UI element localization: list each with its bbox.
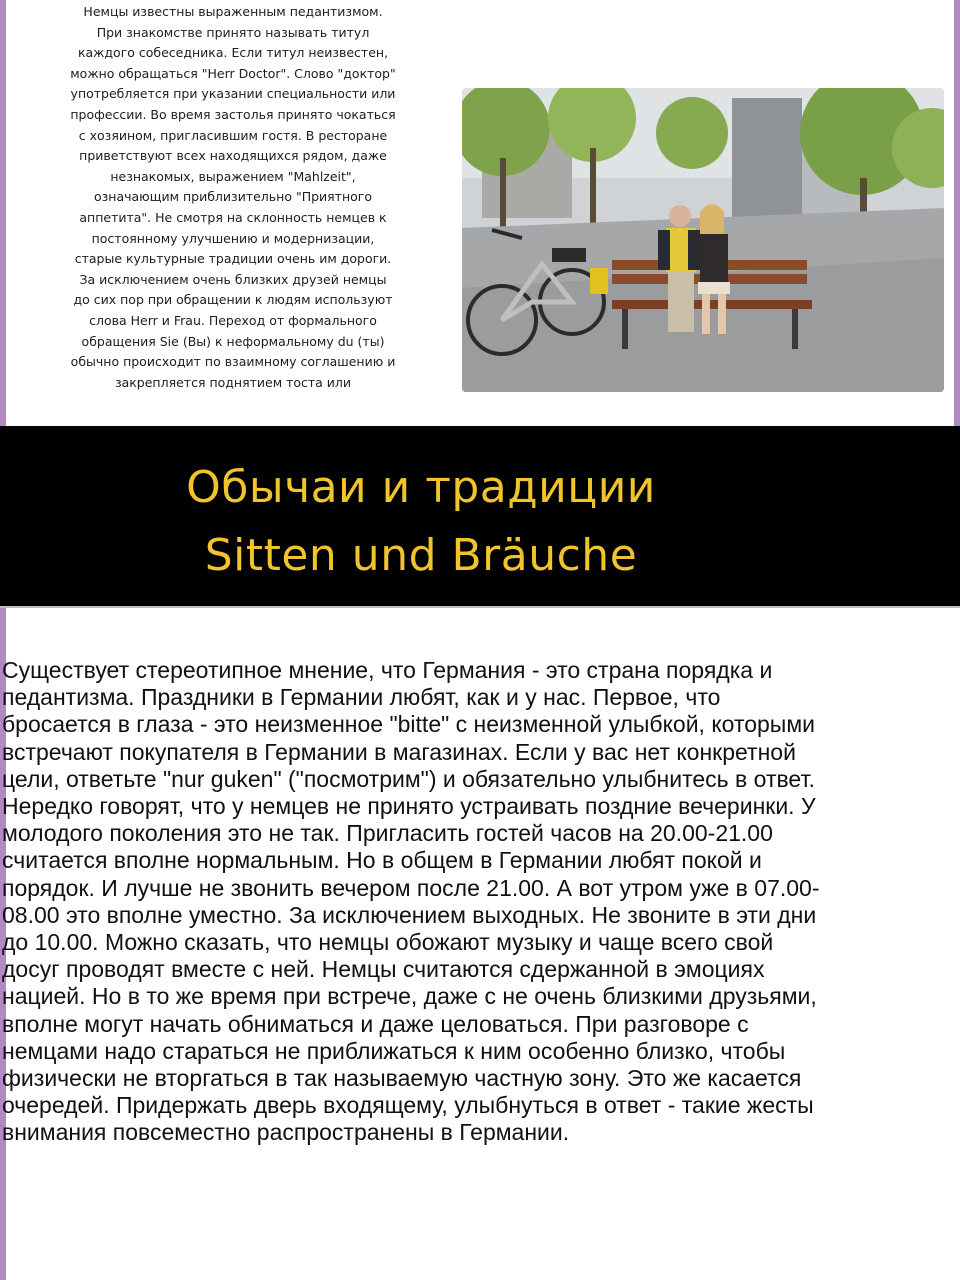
top-slide-paragraph: Немцы известны выраженным педантизмом. При знакомстве принято называть титул каждого собеседника. Если титул неизвестен, можно обращаться "Herr Doctor". Слово "доктор" употребляется при указании специальности или профессии. Во время застолья принято чокаться с хозяином, пригласившим гостя. В ресторане приветствуют всех находящихся рядом, даже незнакомых, выражением "Mahlzeit", означающим приблизительно "Приятного аппетита". Не смотря на склонность немцев к постоянному улучшению и модернизации, старые культурные традиции очень им дороги. За исключением очень близких друзей немцы до сих пор при обращении к людям используют слова Herr и Frau. Переход от формального обращения Sie (Вы) к неформальному du (ты) обычно происходит по взаимному соглашению и закрепляется поднятием тоста или bbox=[70, 4, 396, 390]
title-german: Sitten und Bräuche bbox=[204, 530, 638, 581]
photo-illustration bbox=[462, 88, 944, 392]
couple-on-bench-photo bbox=[462, 88, 944, 392]
body-paragraph: Существует стереотипное мнение, что Германия - это страна порядка и педантизма. Праздники в Германии любят, как и у нас. Первое, что бросается в глаза - это неизменное "bitte" с неизменной улыбкой, которыми встречают покупателя в Германии в магазинах. Если у вас нет конкретной цели, ответьте "nur guken" ("посмотрим") и обязательно улыбнитесь в ответ. Нередко говорят, что у немцев не принято устраивать поздние вечеринки. У молодого поколения это не так. Пригласить гостей часов на 20.00-21.00 считается вполне нормальным. Но в общем в Германии любят покой и порядок. И лучше не звонить вечером после 21.00. А вот утром уже в 07.00- 08.00 это вполне уместно. За исключением выходных. Не звоните в эти дни до 10.00. Можно сказать, что немцы обожают музыку и чаще всего свой досуг проводят вместе с ней. Немцы считаются сдержанной в эмоциях нацией. Но в то же время при встрече, даже с не очень близкими друзьями, вполне могут начать обниматься и даже целоваться. При разговоре с немцами надо стараться не приближаться к ним особенно близко, чтобы физически не вторгаться в так называемую частную зону. Это же касается очередей. Придержать дверь входящему, улыбнуться в ответ - такие жесты внимания повсеместно распространены в Германии. bbox=[2, 657, 820, 1146]
top-slide bbox=[6, 0, 954, 426]
section-divider bbox=[0, 606, 960, 608]
title-russian: Обычаи и традиции bbox=[186, 462, 656, 513]
title-banner bbox=[0, 426, 960, 606]
right-frame-border bbox=[954, 0, 960, 440]
